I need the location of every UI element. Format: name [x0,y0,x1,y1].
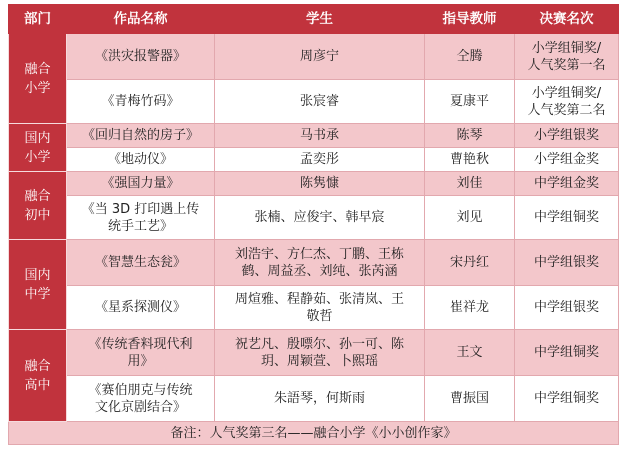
table-row [9,124,619,148]
award-cell: 中学组铜奖 [515,330,619,376]
student-cell: 周彦宁 [215,34,425,80]
department-cell: 融合 初中 [9,172,67,240]
work-name-cell: 《智慧生态瓮》 [67,240,215,286]
header-row [9,5,619,34]
awards-table [8,4,619,445]
teacher-cell: 王文 [425,330,515,376]
student-cell: 祝艺凡、殷嘌尔、孙一可、陈 玥、周颖萱、卜熙瑶 [215,330,425,376]
work-name-cell: 《地动仪》 [67,148,215,172]
department-cell: 融合 高中 [9,330,67,422]
student-cell: 周煊雅、程静茹、张清岚、王 敬哲 [215,286,425,330]
header-final-rank: 决赛名次 [515,5,619,34]
table-row [9,330,619,376]
header-student: 学生 [215,5,425,34]
work-name-cell: 《青梅竹码》 [67,80,215,124]
teacher-cell: 崔祥龙 [425,286,515,330]
teacher-cell: 刘见 [425,196,515,240]
student-cell: 孟奕彤 [215,148,425,172]
teacher-cell: 夏康平 [425,80,515,124]
student-cell: 张宸睿 [215,80,425,124]
department-cell: 国内 中学 [9,240,67,330]
award-cell: 小学组铜奖/ 人气奖第一名 [515,34,619,80]
awards-table-container [8,4,618,445]
student-cell: 朱語琴，何斯雨 [215,376,425,422]
department-cell: 国内 小学 [9,124,67,172]
table-row [9,376,619,422]
teacher-cell: 曹振国 [425,376,515,422]
teacher-cell: 宋丹红 [425,240,515,286]
header-teacher: 指导教师 [425,5,515,34]
award-cell: 中学组铜奖 [515,196,619,240]
table-row [9,34,619,80]
award-cell: 小学组银奖 [515,124,619,148]
award-cell: 中学组金奖 [515,172,619,196]
work-name-cell: 《星系探测仪》 [67,286,215,330]
department-cell: 融合 小学 [9,34,67,124]
work-name-cell: 《赛伯朋克与传统 文化京剧结合》 [67,376,215,422]
work-name-cell: 《回归自然的房子》 [67,124,215,148]
student-cell: 马书承 [215,124,425,148]
award-cell: 小学组金奖 [515,148,619,172]
table-row [9,80,619,124]
work-name-cell: 《强国力量》 [67,172,215,196]
table-row [9,240,619,286]
award-cell: 小学组铜奖/ 人气奖第二名 [515,80,619,124]
table-row [9,196,619,240]
table-row [9,172,619,196]
teacher-cell: 仝腾 [425,34,515,80]
work-name-cell: 《当 3D 打印遇上传 统手工艺》 [67,196,215,240]
teacher-cell: 曹艳秋 [425,148,515,172]
teacher-cell: 陈琴 [425,124,515,148]
footer-row [9,422,619,445]
header-work-name: 作品名称 [67,5,215,34]
table-row [9,148,619,172]
student-cell: 陈隽慷 [215,172,425,196]
work-name-cell: 《传统香料现代利 用》 [67,330,215,376]
award-cell: 中学组银奖 [515,286,619,330]
work-name-cell: 《洪灾报警器》 [67,34,215,80]
header-department: 部门 [9,5,67,34]
footer-note: 备注：人气奖第三名——融合小学《小小创作家》 [9,422,619,445]
table-row [9,286,619,330]
award-cell: 中学组银奖 [515,240,619,286]
student-cell: 张楠、应俊宇、韩早宸 [215,196,425,240]
student-cell: 刘浩宇、方仁杰、丁鹏、王栋 鹤、周益丞、刘纯、张芮涵 [215,240,425,286]
award-cell: 中学组铜奖 [515,376,619,422]
teacher-cell: 刘佳 [425,172,515,196]
